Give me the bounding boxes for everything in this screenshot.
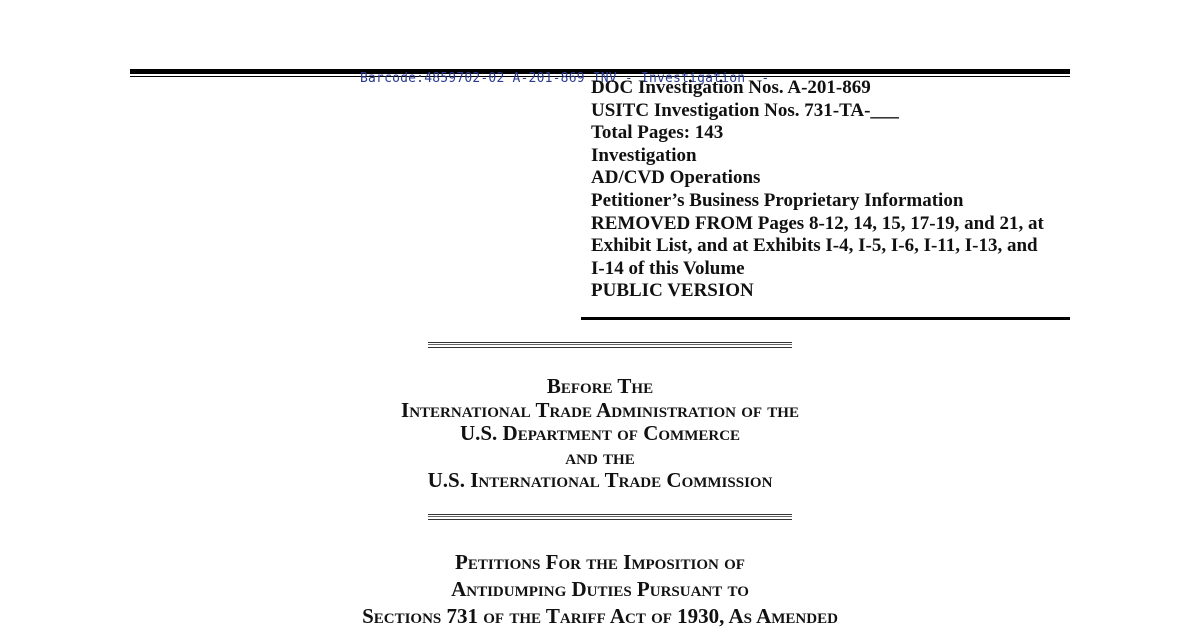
removed-from-line-2: Exhibit List, and at Exhibits I-4, I-5, I-6, I-11, I-13, and <box>591 235 1038 257</box>
before-line-4: and the <box>565 444 635 469</box>
total-pages-line: Total Pages: 143 <box>591 122 724 144</box>
upper-double-rule <box>428 342 792 348</box>
petition-title-block <box>200 549 1000 629</box>
before-line-1: Before The <box>546 374 654 398</box>
office-line: AD/CVD Operations <box>591 167 761 189</box>
barcode-stamp: Barcode:4859702-02 A-201-869 INV - Investigation - <box>360 71 770 86</box>
before-line-2: International Trade Administration of the <box>401 397 799 422</box>
header-bottom-rule <box>581 317 1070 320</box>
petition-title-line-1: Petitions For the Imposition of <box>455 550 745 574</box>
proprietary-notice-line: Petitioner’s Business Proprietary Information <box>591 189 964 211</box>
petition-title-line-3: Sections 731 of the Tariff Act of 1930, As Amended <box>362 603 838 628</box>
before-line-3: U.S. Department of Commerce <box>459 421 741 446</box>
before-line-5: U.S. International Trade Commission <box>427 468 773 493</box>
case-header-block <box>591 77 1071 303</box>
petition-title-line-2: Antidumping Duties Pursuant to <box>451 576 749 601</box>
doc-investigation-line: DOC Investigation Nos. A-201-869 <box>591 77 871 98</box>
public-version-line: PUBLIC VERSION <box>591 280 754 302</box>
segment-line: Investigation <box>591 144 697 166</box>
removed-from-line-1: REMOVED FROM Pages 8-12, 14, 15, 17-19, and 21, at <box>591 212 1044 234</box>
removed-from-line-3: I-14 of this Volume <box>591 257 745 279</box>
lower-double-rule <box>428 514 792 520</box>
before-block <box>200 375 1000 493</box>
usitc-investigation-line: USITC Investigation Nos. 731-TA-___ <box>591 99 899 121</box>
